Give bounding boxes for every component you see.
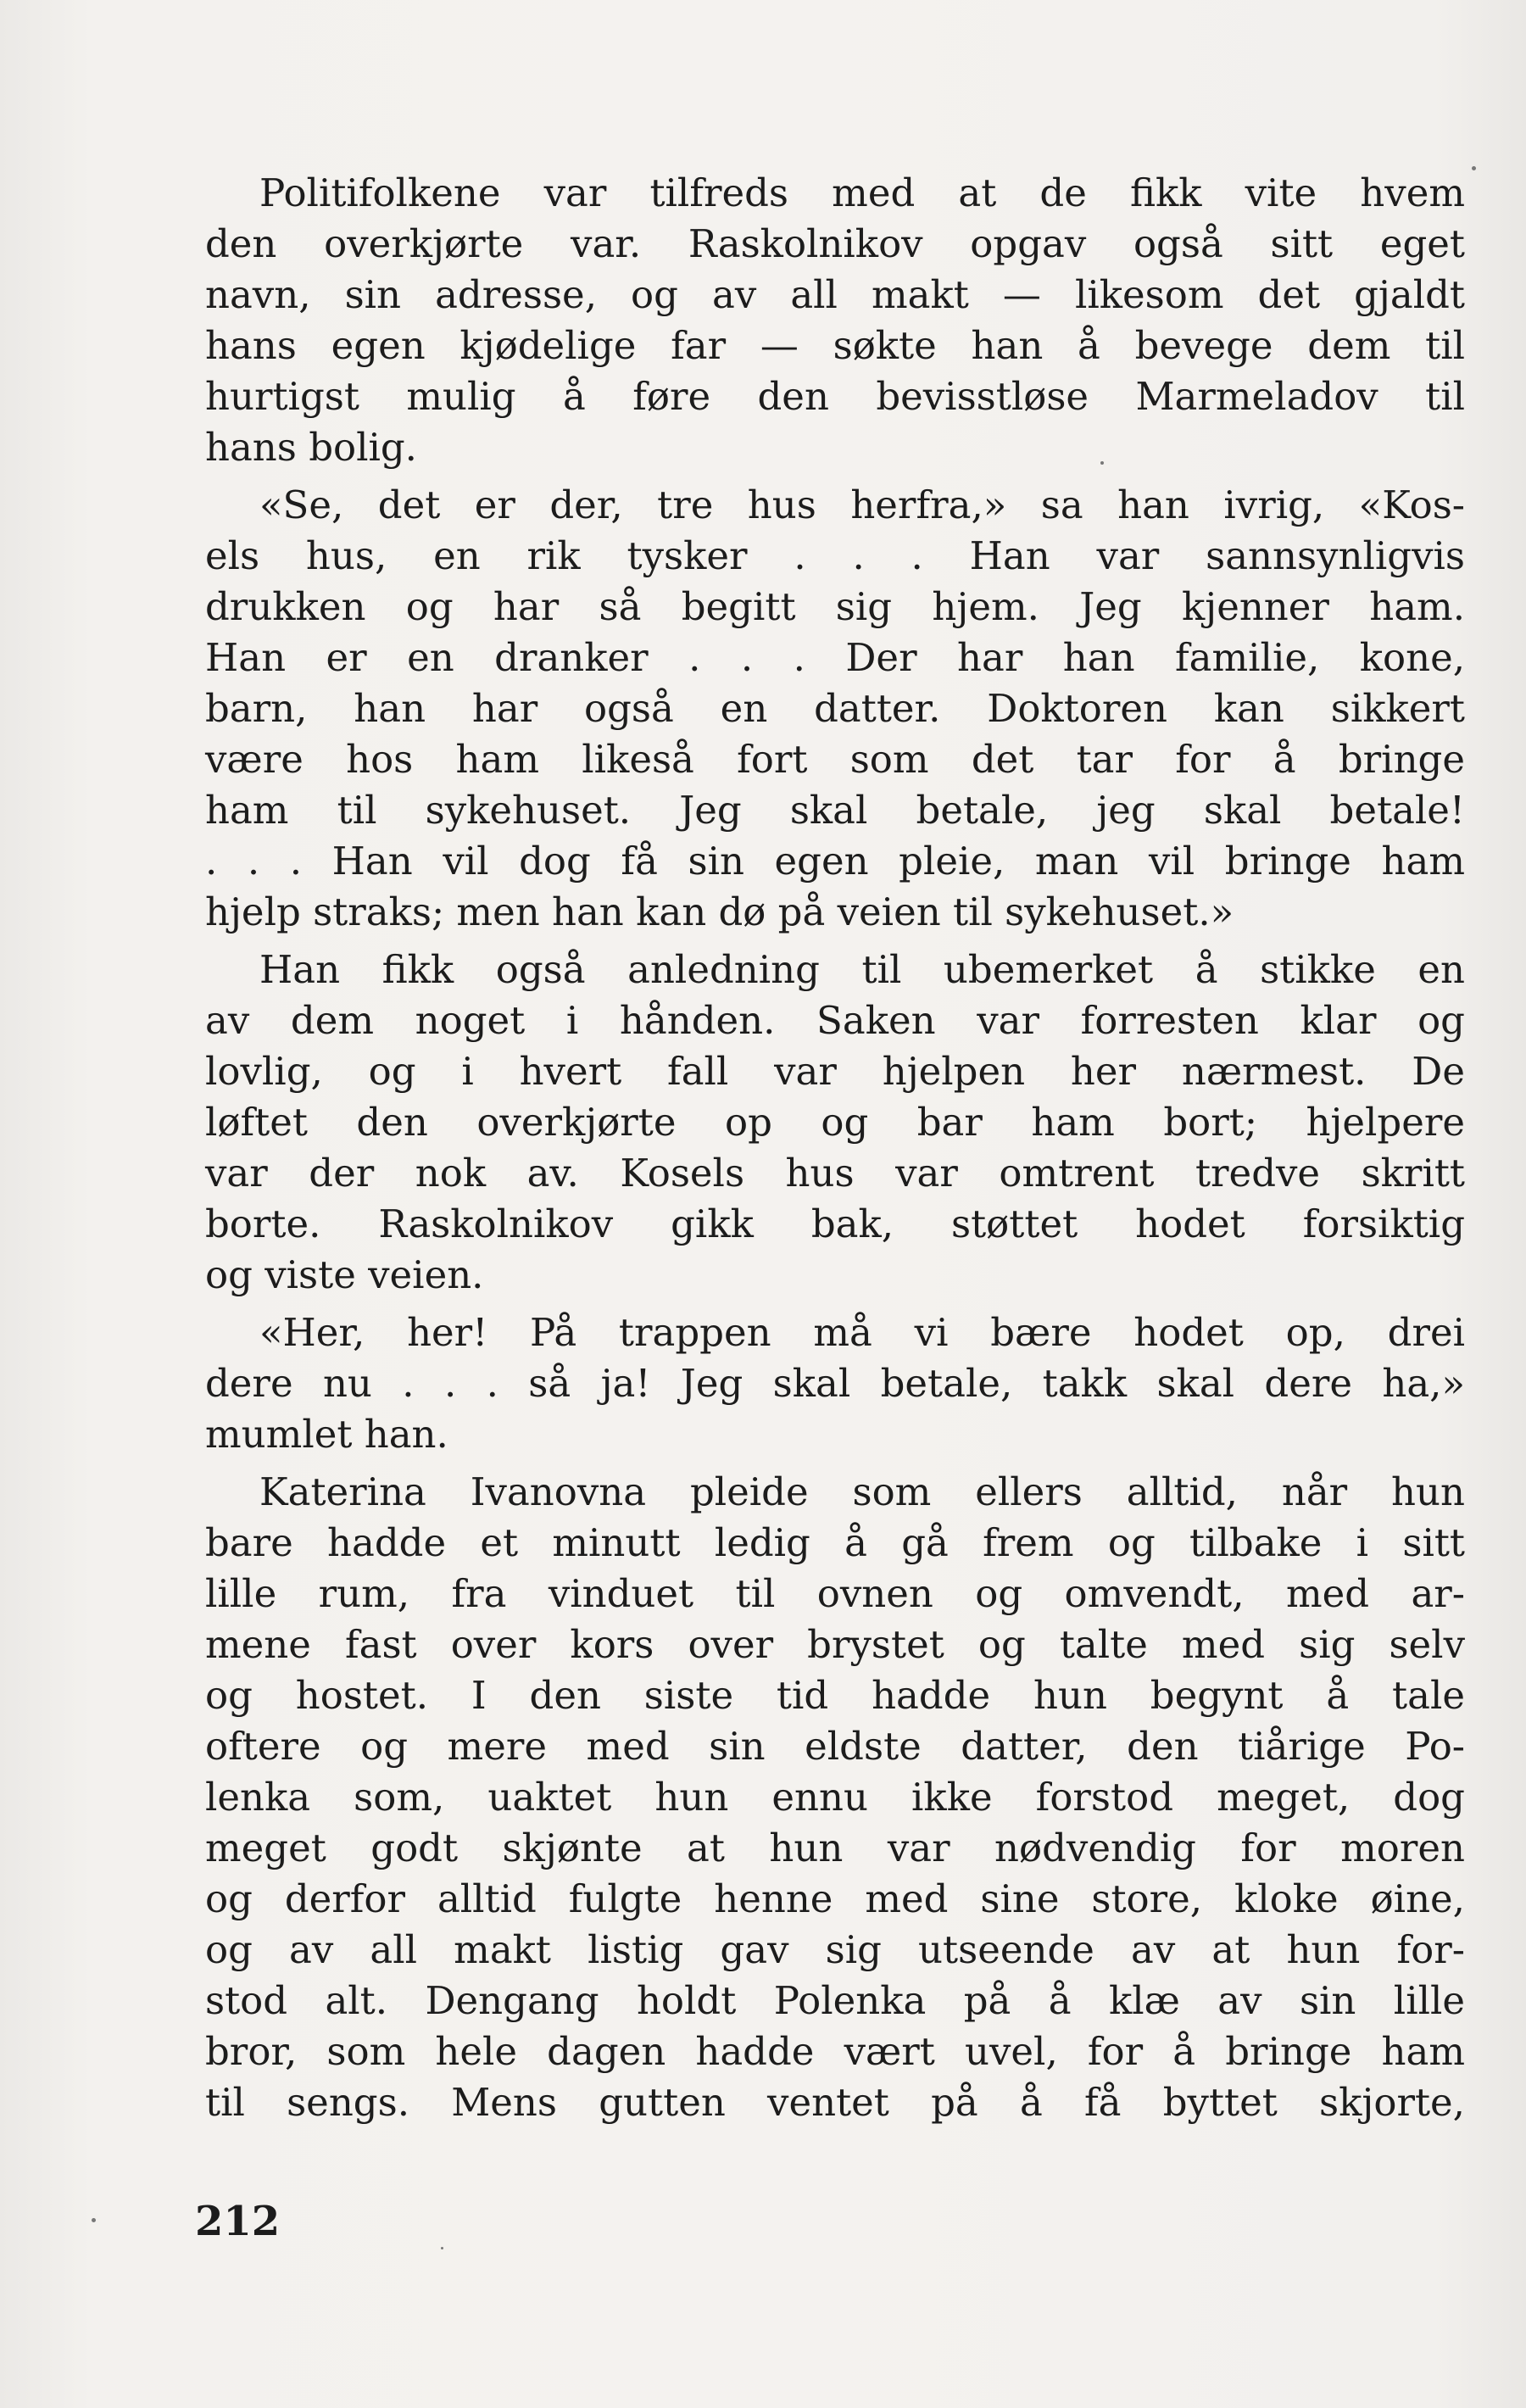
- text-line: den overkjørte var. Raskolnikov opgav også sitt eget: [205, 221, 1465, 266]
- text-line: barn, han har også en datter. Doktoren kan sikkert: [205, 686, 1465, 731]
- text-line: ham til sykehuset. Jeg skal betale, jeg skal betale!: [205, 788, 1465, 833]
- text-line: mumlet han.: [205, 1412, 448, 1457]
- text-line: bare hadde et minutt ledig å gå frem og tilbake i sitt: [205, 1520, 1465, 1565]
- text-line: Han fikk også anledning til ubemerket å stikke en: [259, 947, 1465, 992]
- paragraph-gap: [205, 938, 1465, 945]
- text-line: til sengs. Mens gutten ventet på å få byttet skjorte,: [205, 2080, 1465, 2125]
- text-line: Katerina Ivanovna pleide som ellers alltid, når hun: [259, 1469, 1465, 1514]
- paragraph-gap: [205, 473, 1465, 480]
- text-line: els hus, en rik tysker . . . Han var sannsynligvis: [205, 533, 1465, 578]
- text-line: «Se, det er der, tre hus herfra,» sa han ivrig, «Kos-: [259, 482, 1465, 527]
- text-line: lovlig, og i hvert fall var hjelpen her nærmest. De: [205, 1049, 1465, 1094]
- text-line: av dem noget i hånden. Saken var forresten klar og: [205, 998, 1465, 1043]
- text-line: og viste veien.: [205, 1252, 484, 1297]
- text-line: hjelp straks; men han kan dø på veien til sykehuset.»: [205, 889, 1234, 934]
- paper-speck: [1100, 461, 1104, 465]
- text-line: dere nu . . . så ja! Jeg skal betale, takk skal dere ha,»: [205, 1361, 1465, 1406]
- body-text: [205, 168, 1465, 2128]
- text-line: stod alt. Dengang holdt Polenka på å klæ av sin lille: [205, 1978, 1465, 2023]
- text-line: lenka som, uaktet hun ennu ikke forstod meget, dog: [205, 1775, 1465, 1820]
- text-line: bror, som hele dagen hadde vært uvel, for å bringe ham: [205, 2029, 1465, 2074]
- paragraph-gap: [205, 1301, 1465, 1307]
- text-line: lille rum, fra vinduet til ovnen og omvendt, med ar-: [205, 1571, 1465, 1616]
- text-line: og hostet. I den siste tid hadde hun begynt å tale: [205, 1673, 1465, 1718]
- text-line: løftet den overkjørte op og bar ham bort; hjelpere: [205, 1100, 1465, 1145]
- text-line: mene fast over kors over brystet og talte med sig selv: [205, 1622, 1465, 1667]
- text-line: Politifolkene var tilfreds med at de fikk vite hvem: [259, 170, 1465, 215]
- text-line: navn, sin adresse, og av all makt — likesom det gjaldt: [205, 272, 1465, 317]
- text-line: oftere og mere med sin eldste datter, den tiårige Po-: [205, 1724, 1465, 1769]
- paper-speck: [1472, 166, 1476, 170]
- text-line: . . . Han vil dog få sin egen pleie, man vil bringe ham: [205, 839, 1465, 883]
- text-line: borte. Raskolnikov gikk bak, støttet hodet forsiktig: [205, 1201, 1465, 1246]
- text-line: «Her, her! På trappen må vi bære hodet op, drei: [259, 1310, 1465, 1355]
- text-line: Han er en dranker . . . Der har han familie, kone,: [205, 635, 1465, 680]
- paper-speck: [441, 2247, 443, 2249]
- text-line: meget godt skjønte at hun var nødvendig for moren: [205, 1826, 1465, 1870]
- text-line: og av all makt listig gav sig utseende av at hun for-: [205, 1927, 1465, 1972]
- text-line: og derfor alltid fulgte henne med sine store, kloke øine,: [205, 1876, 1465, 1921]
- text-line: hurtigst mulig å føre den bevisstløse Marmeladov til: [205, 374, 1465, 419]
- paper-speck: [92, 2218, 96, 2222]
- text-line: drukken og har så begitt sig hjem. Jeg kjenner ham.: [205, 584, 1465, 629]
- text-line: var der nok av. Kosels hus var omtrent tredve skritt: [205, 1151, 1465, 1196]
- paragraph-gap: [205, 1460, 1465, 1467]
- text-line: hans bolig.: [205, 425, 417, 470]
- page-number: 212: [195, 2198, 281, 2245]
- text-line: hans egen kjødelige far — søkte han å bevege dem til: [205, 323, 1465, 368]
- text-line: være hos ham likeså fort som det tar for å bringe: [205, 737, 1465, 782]
